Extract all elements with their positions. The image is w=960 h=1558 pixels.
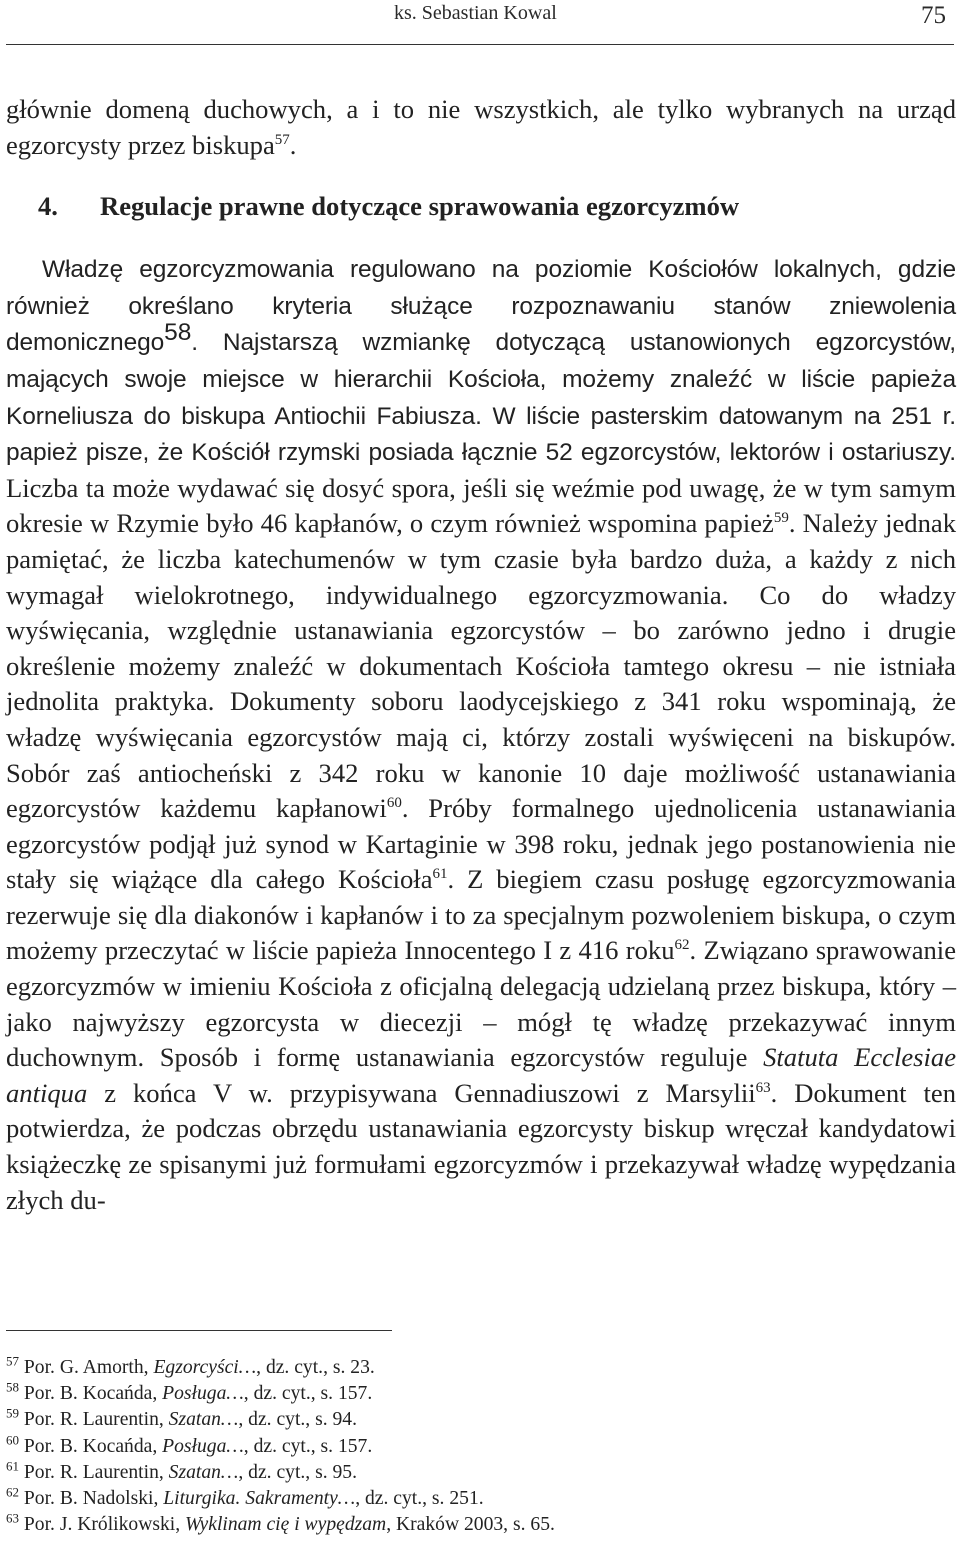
footnote-text: , dz. cyt., s. 251. [355,1488,484,1510]
footnote-61 [6,1460,906,1486]
footnote-text: Por. J. Królikowski, [23,1514,186,1536]
footnote-divider [6,1330,392,1331]
footnote-number: 62 [6,1484,19,1500]
footnote-ref-57[interactable]: 57 [274,131,290,148]
sentence-2: . Najstarszą wzmiankę dotyczącą ustanowionych egzorcystów, mających swoje miejsce w hierarchii Kościoła, możemy znaleźć w liście papieża Korneliusza do biskupa Antiochii Fabiusza. W liście pasterskim datowanym na 251 r. papież pisze, że Kościół rzymski posiada łącznie 52 egzorcystów, lektorów i ostariuszy. [6,329,956,467]
page-number: 75 [921,2,946,29]
header-divider [6,44,954,45]
footnote-text: Por. B. Kocańda, [23,1383,163,1405]
footnote-text: , dz. cyt., s. 95. [238,1461,357,1483]
footnote-ref-59[interactable]: 59 [773,510,789,527]
footnote-title: Posługa… [162,1435,244,1457]
footnote-ref-63[interactable]: 63 [755,1079,771,1096]
main-text [6,92,956,1218]
footnote-text: Por. B. Nadolski, [23,1488,164,1510]
sentence-6: . Z biegiem czasu posługę egzorcyzmowania rezerwuje się dla diakonów i kapłanów i to za specjalnym pozwoleniem biskupa, o czym możemy przeczytać w liście papieża Innocentego I z 416 roku [6,864,956,966]
sentence-4: . Należy jednak pamiętać, że liczba katechumenów w tym czasie była bardzo duża, a każdy z nich wymagał wielokrotnego, indywidualnego egzorcyzmowania. Co do władzy wyświęcania, względnie ustanawiania egzorcystów – bo zarówno jedno i drugie określenie możemy znaleźć w dokumentach Kościoła tamtego okresu – nie istniała jednolita praktyka. Dokumenty soboru laodycejskiego z 341 roku wspominają, że władzę wyświęcania egzorcystów mają ci, którzy zostali wyświęceni na biskupów. Sobór zaś antiocheński z 342 roku w kanonie 10 daje możliwość ustanawiania egzorcystów każdemu kapłanowi [6,508,956,824]
footnote-text: , dz. cyt., s. 157. [243,1383,373,1405]
footnote-text: , dz. cyt., s. 23. [256,1357,375,1378]
running-header-author: ks. Sebastian Kowal [394,2,557,24]
sentence-3: Liczba ta może wydawać się dosyć spora, jeśli się weźmie pod uwagę, że w tym samym okresie w Rzymie było 46 kapłanów, o czym również wspomina papież [6,472,956,539]
section-title: Regulacje prawne dotyczące sprawowania egzorcyzmów [100,191,740,222]
footnote-text: Por. R. Laurentin, [23,1409,169,1431]
footnote-ref-60[interactable]: 60 [386,795,402,812]
cited-title: Statuta Ecclesiae antiqua [6,1042,956,1108]
body-paragraph [6,251,956,1218]
footnotes [6,1355,906,1538]
running-header [0,0,960,44]
footnote-ref-62[interactable]: 62 [674,937,690,954]
footnote-text: Por. R. Laurentin, [23,1461,169,1483]
sentence-1: Władzę egzorcyzmowania regulowano na poziomie Kościołów lokalnych, gdzie również określano kryteria służące rozpoznawaniu stanów zniewolenia demonicznego [6,256,956,357]
footnote-number: 57 [6,1353,19,1369]
footnote-58 [6,1381,906,1407]
footnote-title: Egzorcyści… [153,1357,257,1378]
footnote-text: Por. B. Kocańda, [23,1435,163,1457]
sentence-9: . Dokument ten potwierdza, że podczas obrzędu ustanawiania egzorcysty biskup wręczał kandydatowi książeczkę ze spisanymi już formułami egzorcyzmów i przekazywał władzę wypędzania złych du- [6,1077,956,1215]
footnote-text: Por. G. Amorth, [23,1357,154,1378]
footnote-title: Posługa… [162,1383,244,1405]
intro-end: . [289,129,297,160]
sentence-8: z końca V w. przypisywana Gennadiuszowi z Marsylii [87,1077,756,1108]
section-heading [6,189,956,223]
footnote-title: Szatan… [168,1461,239,1483]
footnote-number: 59 [6,1405,19,1421]
footnote-text: , dz. cyt., s. 157. [243,1435,373,1457]
footnote-63 [6,1512,906,1538]
footnote-text: , Kraków 2003, s. 65. [386,1514,555,1536]
footnote-60 [6,1434,906,1460]
footnote-title: Liturgika. Sakramenty… [163,1488,356,1510]
footnote-number: 61 [6,1458,19,1474]
footnote-title: Wyklinam cię i wypędzam [185,1514,387,1536]
footnote-number: 60 [6,1432,19,1448]
footnote-57 [6,1355,906,1381]
footnote-ref-58[interactable]: 58 [164,319,192,347]
sentence-5: . Próby formalnego ujednolicenia ustanawiania egzorcystów podjął już synod w Kartaginie w 398 roku, jednak jego postanowienia nie stały się wiążące dla całego Kościoła [6,793,956,895]
sentence-7: . Związano sprawowanie egzorcyzmów w imieniu Kościoła z oficjalną delegacją udzielaną przez biskupa, który – jako najwyższy egzorcysta w diecezji – mógł tę władzę przekazywać innym duchownym. Sposób i formę ustanawiania egzorcystów reguluje [6,935,957,1073]
footnote-62 [6,1486,906,1512]
footnote-text: , dz. cyt., s. 94. [238,1409,357,1431]
footnote-number: 63 [6,1510,19,1526]
footnote-number: 58 [6,1379,19,1395]
intro-text: głównie domeną duchowych, a i to nie wszystkich, ale tylko wybranych na urząd egzorcysty przez biskupa [6,94,956,160]
intro-paragraph [6,92,956,163]
footnote-59 [6,1407,906,1433]
footnote-title: Szatan… [168,1409,239,1431]
section-number: 4. [38,191,58,222]
footnote-ref-61[interactable]: 61 [432,866,448,883]
